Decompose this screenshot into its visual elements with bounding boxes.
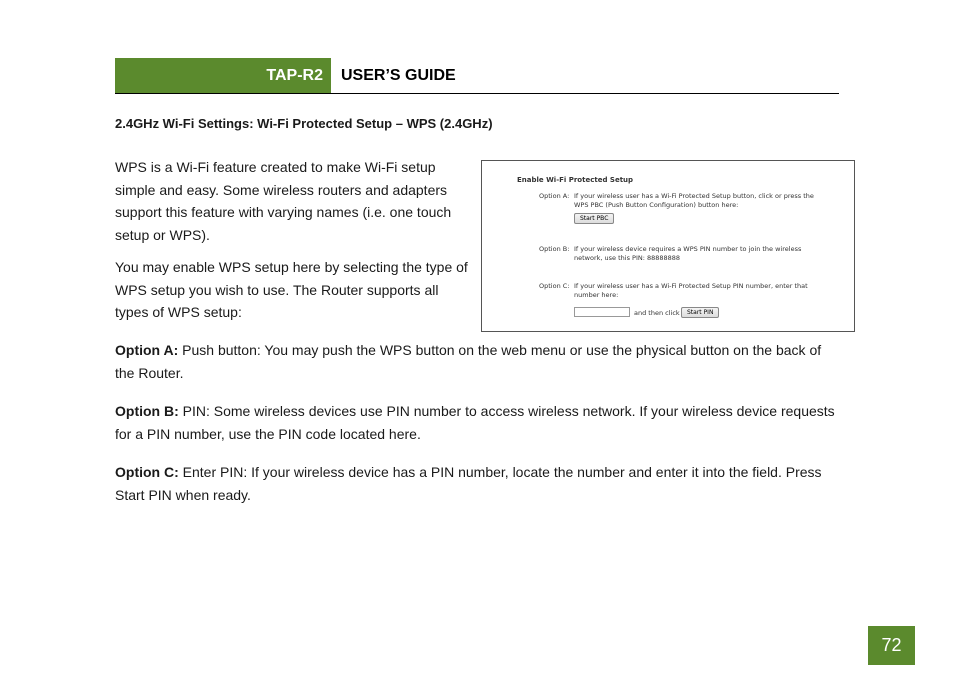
option-b-paragraph [115, 400, 835, 445]
intro-paragraph-2: You may enable WPS setup here by selecting the type of WPS setup you wish to use. The Router supports all types of WPS setup: [115, 259, 468, 320]
header-divider [115, 93, 839, 94]
wps-settings-screenshot [481, 160, 855, 332]
option-a-paragraph [115, 339, 835, 384]
and-then-click-label: and then click [634, 309, 680, 317]
intro-paragraph-1: WPS is a Wi-Fi feature created to make Wi-Fi setup simple and easy. Some wireless routers and adapters support this feature with varying names (i.e. one touch setup or WPS). [115, 159, 452, 243]
option-b-label: Option B: [115, 403, 179, 419]
option-a-text: Push button: You may push the WPS button on the web menu or use the physical button on the back of the Router. [115, 342, 822, 381]
start-pin-button[interactable]: Start PIN [681, 307, 719, 318]
shot-option-a-label: Option A: [539, 192, 570, 200]
shot-option-a-text: If your wireless user has a Wi-Fi Protected Setup button, click or press the WPS PBC (Push Button Configuration) button here: [574, 192, 814, 209]
shot-option-c-label: Option C: [539, 282, 570, 290]
wps-enable-title: Enable Wi-Fi Protected Setup [517, 176, 634, 184]
shot-option-b-text: If your wireless device requires a WPS PIN number to join the wireless network, use this PIN: 88888888 [574, 245, 802, 262]
pin-input[interactable] [574, 307, 630, 317]
shot-option-c-text: If your wireless user has a Wi-Fi Protected Setup PIN number, enter that number here: [574, 282, 808, 299]
header-product: TAP-R2 [266, 66, 323, 84]
option-b-text: PIN: Some wireless devices use PIN number to access wireless network. If your wireless device requests for a PIN number, use the PIN code located here. [115, 403, 835, 442]
option-c-paragraph [115, 461, 835, 506]
option-c-label: Option C: [115, 464, 179, 480]
option-c-text: Enter PIN: If your wireless device has a PIN number, locate the number and enter it into the field. Press Start PIN when ready. [115, 464, 822, 503]
section-title: 2.4GHz Wi-Fi Settings: Wi-Fi Protected Setup – WPS (2.4GHz) [115, 116, 493, 131]
option-a-label: Option A: [115, 342, 179, 358]
shot-option-b-label: Option B: [539, 245, 570, 253]
header-guide-title: USER’S GUIDE [341, 66, 456, 84]
page-number: 72 [868, 626, 915, 665]
start-pbc-button[interactable]: Start PBC [574, 213, 614, 224]
header-product-badge [115, 58, 331, 93]
